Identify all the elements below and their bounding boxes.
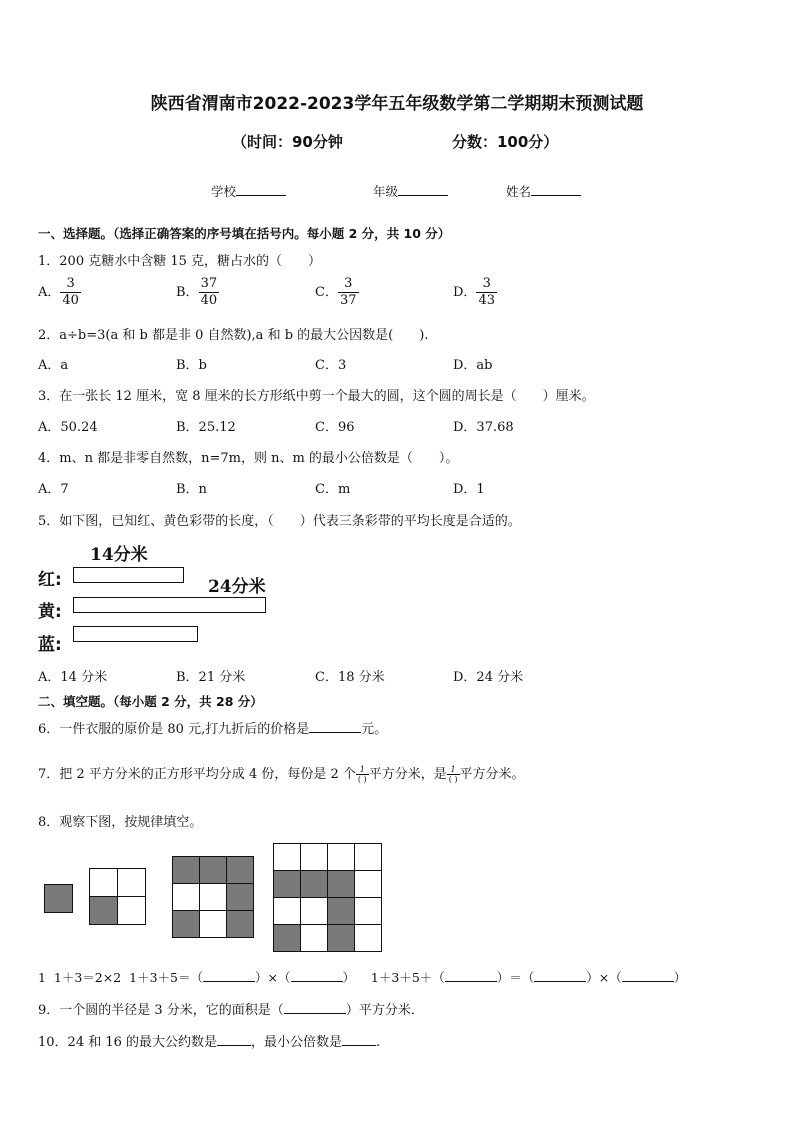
grade-label: 年级 <box>373 184 399 199</box>
q2-option-c[interactable]: C．3 <box>315 358 347 373</box>
q10-gcd-blank[interactable] <box>217 1033 251 1046</box>
grid-cell <box>173 884 200 911</box>
q2-option-a[interactable]: A．a <box>38 358 69 373</box>
grid-cell <box>227 857 254 884</box>
yellow-length-label: 24分米 <box>208 577 266 597</box>
q1-option-d[interactable]: D． $\frac{3}{43}$ <box>453 276 495 308</box>
red-label: 红: <box>38 570 62 590</box>
grid-cell <box>301 925 328 952</box>
q1-option-c[interactable]: C． $\frac{3}{37}$ <box>315 276 357 308</box>
pattern-figure-2 <box>89 868 146 925</box>
exam-score: 分数：100分） <box>452 133 559 151</box>
grid-cell <box>274 871 301 898</box>
red-length-label: 14分米 <box>90 545 148 565</box>
grid-cell <box>274 925 301 952</box>
grid-cell <box>200 857 227 884</box>
grid-cell <box>45 885 73 913</box>
grid-cell <box>328 898 355 925</box>
q6-answer-blank[interactable] <box>309 720 361 733</box>
grid-cell <box>173 857 200 884</box>
question-8: 8．观察下图，按规律填空。 <box>38 815 203 830</box>
grid-cell <box>173 911 200 938</box>
q7-fraction-1[interactable]: $\frac{1}{( )}$ <box>357 765 367 784</box>
question-5: 5．如下图，已知红、黄色彩带的长度，（ ）代表三条彩带的平均长度是合适的。 <box>38 514 521 529</box>
q2-option-b[interactable]: B．b <box>176 358 207 373</box>
q9-answer-blank[interactable] <box>284 1001 346 1014</box>
q5-option-d[interactable]: D．24 分米 <box>453 670 524 685</box>
q10-lcm-blank[interactable] <box>342 1033 376 1046</box>
q8-blank-1[interactable] <box>203 969 255 982</box>
grid-cell <box>274 898 301 925</box>
section-1-heading: 一、选择题。（选择正确答案的序号填在括号内。每小题 2 分，共 10 分） <box>38 226 451 241</box>
grid-cell <box>328 844 355 871</box>
page-title: 陕西省渭南市2022-2023学年五年级数学第二学期期末预测试题 <box>150 94 644 114</box>
q4-option-b[interactable]: B．n <box>176 482 207 497</box>
fraction: $\frac{3}{37}$ <box>339 276 357 308</box>
pattern-figure-3 <box>172 856 254 938</box>
name-field[interactable] <box>506 182 581 200</box>
q5-option-a[interactable]: A．14 分米 <box>38 670 108 685</box>
q8-blank-4[interactable] <box>534 969 586 982</box>
grade-field[interactable] <box>373 182 448 200</box>
q8-sequence: 1 1＋3＝2×2 1＋3＋5＝（ ）×（ ） 1＋3＋5＋（ ）＝（ ）×（ ） <box>38 970 687 985</box>
grid-cell <box>274 844 301 871</box>
grid-cell <box>301 871 328 898</box>
school-label: 学校 <box>211 184 237 199</box>
question-2: 2．a÷b=3(a 和 b 都是非 0 自然数),a 和 b 的最大公因数是( ). <box>38 328 429 343</box>
q5-option-b[interactable]: B．21 分米 <box>176 670 246 685</box>
grid-cell <box>118 897 146 925</box>
yellow-ribbon <box>73 597 266 613</box>
grid-cell <box>90 897 118 925</box>
q1-option-a[interactable]: A． $\frac{3}{40}$ <box>38 276 79 308</box>
yellow-label: 黄: <box>38 602 62 622</box>
name-blank[interactable] <box>531 183 581 196</box>
grid-cell <box>200 911 227 938</box>
school-blank[interactable] <box>236 183 286 196</box>
question-3: 3．在一张长 12 厘米，宽 8 厘米的长方形纸中剪一个最大的圆，这个圆的周长是（ ）厘米。 <box>38 389 595 404</box>
grid-cell <box>90 869 118 897</box>
q3-option-a[interactable]: A．50.24 <box>38 420 98 435</box>
grid-cell <box>328 925 355 952</box>
grid-cell <box>301 844 328 871</box>
q8-blank-2[interactable] <box>291 969 343 982</box>
q4-option-a[interactable]: A．7 <box>38 482 69 497</box>
q4-option-d[interactable]: D．1 <box>453 482 485 497</box>
question-1: 1．200 克糖水中含糖 15 克，糖占水的（ ） <box>38 254 322 269</box>
school-field[interactable] <box>211 182 286 200</box>
blue-ribbon <box>73 626 198 642</box>
exam-time: （时间：90分钟 <box>232 133 343 151</box>
question-4: 4．m、n 都是非零自然数，n=7m，则 n、m 的最小公倍数是（ ）。 <box>38 451 459 466</box>
q4-option-c[interactable]: C．m <box>315 482 351 497</box>
q3-option-d[interactable]: D．37.68 <box>453 420 514 435</box>
grade-blank[interactable] <box>398 183 448 196</box>
grid-cell <box>118 869 146 897</box>
grid-cell <box>355 925 382 952</box>
red-ribbon <box>73 567 184 583</box>
question-9: 9．一个圆的半径是 3 分米，它的面积是（ ）平方分米． <box>38 1003 424 1018</box>
q1-option-b[interactable]: B． $\frac{37}{40}$ <box>176 276 218 308</box>
name-label: 姓名 <box>506 184 532 199</box>
grid-cell <box>227 884 254 911</box>
section-2-heading: 二、填空题。（每小题 2 分，共 28 分） <box>38 694 263 709</box>
q7-fraction-2[interactable]: $\frac{1}{( )}$ <box>448 765 458 784</box>
blue-label: 蓝: <box>38 635 62 655</box>
pattern-figure-4 <box>273 843 382 952</box>
q8-blank-5[interactable] <box>622 969 674 982</box>
grid-cell <box>355 871 382 898</box>
q3-option-c[interactable]: C．96 <box>315 420 355 435</box>
fraction: $\frac{37}{40}$ <box>200 276 218 308</box>
grid-cell <box>227 911 254 938</box>
q5-option-c[interactable]: C．18 分米 <box>315 670 385 685</box>
pattern-figure-1 <box>44 884 73 913</box>
grid-cell <box>355 844 382 871</box>
grid-cell <box>328 871 355 898</box>
fraction: $\frac{3}{43}$ <box>478 276 495 308</box>
question-6: 6．一件衣服的原价是 80 元,打九折后的价格是 元。 <box>38 722 388 737</box>
q3-option-b[interactable]: B．25.12 <box>176 420 236 435</box>
q2-option-d[interactable]: D．ab <box>453 358 493 373</box>
grid-cell <box>200 884 227 911</box>
grid-cell <box>301 898 328 925</box>
question-10: 10．24 和 16 的最大公约数是 ，最小公倍数是 . <box>38 1035 381 1050</box>
fraction: $\frac{3}{40}$ <box>62 276 79 308</box>
grid-cell <box>355 898 382 925</box>
question-7: 7．把 2 平方分米的正方形平均分成 4 份，每份是 2 个 $\frac{1}{( )}$ 平方分米，是 $\frac{1}{( )}$ 平方分米。 <box>38 765 525 784</box>
q8-blank-3[interactable] <box>445 969 497 982</box>
